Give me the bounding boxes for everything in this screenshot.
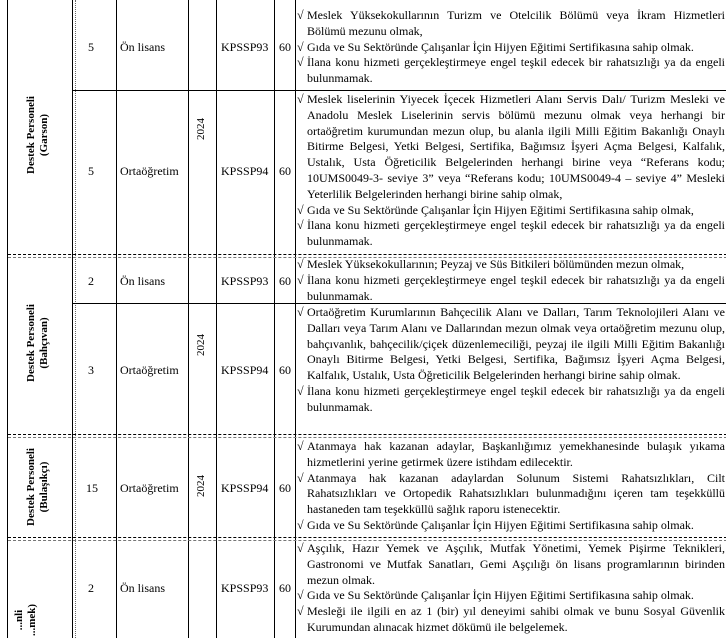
position-title-garson: Destek Personeli (Garson) [25, 96, 50, 174]
position-title-bahcivan: Destek Personeli (Bahçıvan) [25, 304, 50, 382]
requirement-item: √ İlana konu hizmeti gerçekleştirmeye engel teşkil edecek bir rahatsızlığı ya da engeli bulunmamak. [297, 55, 725, 86]
staff-requirements-table [7, 0, 726, 638]
kpss-cell: KPSSP93 [221, 581, 269, 595]
year-garson: 2024 [195, 118, 207, 140]
count-cell: 5 [88, 40, 94, 54]
count-cell: 5 [88, 164, 94, 178]
count-cell: 15 [86, 481, 98, 495]
row-divider [216, 90, 726, 91]
requirement-item: √ Meslek Yüksekokullarının Turizm ve Otelcilik Bölümü veya İkram Hizmetleri Bölümü mezunu olmak, [297, 8, 725, 38]
col-divider [188, 0, 189, 638]
kpss-cell: KPSSP93 [221, 274, 269, 288]
score-cell: 60 [279, 363, 291, 377]
requirement-item: √ Meslek Yüksekokullarının; Peyzaj ve Süs Bitkileri bölümünden mezun olmak, [297, 257, 685, 271]
requirement-item: √ İlana konu hizmeti gerçekleştirmeye engel teşkil edecek bir rahatsızlığı ya da engeli bulunmamak. [297, 218, 725, 249]
score-cell: 60 [279, 581, 291, 595]
kpss-cell: KPSSP94 [221, 164, 269, 178]
requirements-cell [297, 257, 725, 304]
requirements-cell [297, 439, 725, 534]
count-cell: 2 [88, 581, 94, 595]
requirement-item: √ Ortaöğretim Kurumlarının Bahçecilik Alanı ve Dalları, Tarım Teknolojileri Alanı ve Dalları veya Tarım Alanı ve Dallarından mezun olmak veya ortaöğretim mezunu olup, bahçıvanlık, bahçecilik/çiçek düzenlemeciliği, peyzaj ile ilgili Milli Eğitim Bakanlığı Onaylı Bitirme Belgesi, Yetki Belgesi, Sertifika, Bağımsız İşyeri Açma Belgesi, Kalfalık, Ustalık, Usta Öğreticilik Belgelerinden herhangi birine sahip olmak. [297, 305, 725, 383]
col-divider [295, 0, 296, 638]
col-divider [274, 0, 275, 638]
score-cell: 60 [279, 164, 291, 178]
year-bulasikci: 2024 [195, 475, 207, 497]
education-cell: Ortaöğretim [120, 363, 179, 377]
requirement-item: √ Gıda ve Su Sektöründe Çalışanlar İçin Hijyen Eğitimi Sertifikasına sahip olmak. [297, 517, 694, 532]
requirement-item: √ Gıda ve Su Sektöründe Çalışanlar İçin Hijyen Eğitimi Sertifikasına sahip olmak. [297, 39, 694, 54]
col-divider [116, 0, 117, 638]
score-cell: 60 [279, 40, 291, 54]
score-cell: 60 [279, 274, 291, 288]
group-divider [8, 537, 726, 538]
col-divider [216, 0, 217, 638]
requirements-cell [297, 92, 725, 250]
requirements-cell [297, 8, 725, 87]
kpss-cell: KPSSP94 [221, 481, 269, 495]
requirements-cell [297, 305, 725, 416]
score-cell: 60 [279, 481, 291, 495]
requirement-item: √ Meslek liselerinin Yiyecek İçecek Hizmetleri Alanı Servis Dalı/ Turizm Mesleki ve Anadolu Meslek Liselerinin servis bölümü mezunu olmak veya herhangi bir ortaöğretim kurumundan mezun olup, bu alanla ilgili Milli Eğitim Bakanlığı Onaylı Bitirme Belgesi, Yetki Belgesi, Sertifika, Bağımsız İşyeri Açma Belgesi, Kalfalık, Ustalık, Usta Öğreticilik Belgelerinden herhangi birine veya “Referans kodu; 10UMS0049-3- seviye 3” veya “Referans kodu; 10UMS0049-4 – seviye 4” Mesleki Yeterlilik Belgelerinden herhangi birine sahip olmak, [297, 92, 725, 201]
kpss-cell: KPSSP94 [221, 363, 269, 377]
requirement-item: √ Atanmaya hak kazanan adaylar, Başkanlığımız yemekhanesinde bulaşık yıkama hizmetlerini yerine getirmek üzere istihdam edilecektir. [297, 439, 725, 469]
requirement-item: √ Atanmaya hak kazanan adaylardan Solunum Sistemi Rahatsızlıkları, Cilt Rahatsızlıkları ve Ortopedik Rahatsızlıkları bulunmadığını içeren tam teşekküllü hastaneden tam teşekküllü sağlık raporu istenecektir. [297, 470, 725, 517]
position-title-asci: ...nli ...mek) [13, 603, 38, 637]
count-cell: 2 [88, 274, 94, 288]
position-title-bulasikci: Destek Personeli (Bulaşıkçı) [25, 448, 50, 526]
group-divider [8, 434, 726, 435]
group-divider [8, 437, 726, 438]
requirement-item: √ Mesleği ile ilgili en az 1 (bir) yıl deneyimi sahibi olmak ve bunu Sosyal Güvenlik Kurumundan alınacak hizmet dökümü ile belgelemek. [297, 604, 725, 634]
col-divider [72, 0, 73, 638]
group-divider [8, 254, 726, 255]
row-divider [72, 303, 216, 304]
education-cell: Ortaöğretim [120, 164, 179, 178]
requirements-cell [297, 541, 725, 636]
col-divider [75, 0, 76, 638]
requirement-item: √ İlana konu hizmeti gerçekleştirmeye engel teşkil edecek bir rahatsızlığı ya da engeli bulunmamak. [297, 272, 725, 303]
requirement-item: √ Aşçılık, Hazır Yemek ve Aşçılık, Mutfak Yönetimi, Yemek Pişirme Teknikleri, Gastronomi ve Mutfak Sanatları, Gemi Aşçılığı ön lisans programlarının birinden mezun olmak. [297, 541, 725, 587]
requirement-item: √ Gıda ve Su Sektöründe Çalışanlar İçin Hijyen Eğitimi Sertifikasına sahip olmak, [297, 202, 694, 217]
education-cell: Ön lisans [120, 581, 165, 595]
education-cell: Ön lisans [120, 40, 165, 54]
kpss-cell: KPSSP93 [221, 40, 269, 54]
requirement-item: √ İlana konu hizmeti gerçekleştirmeye engel teşkil edecek bir rahatsızlığı ya da engeli bulunmamak. [297, 383, 725, 414]
year-bahcivan: 2024 [195, 334, 207, 356]
row-divider [72, 90, 216, 91]
education-cell: Ortaöğretim [120, 481, 179, 495]
requirement-item: √ Gıda ve Su Sektöründe Çalışanlar İçin Hijyen Eğitimi Sertifikasına sahip olmak. [297, 588, 694, 603]
count-cell: 3 [88, 363, 94, 377]
education-cell: Ön lisans [120, 274, 165, 288]
